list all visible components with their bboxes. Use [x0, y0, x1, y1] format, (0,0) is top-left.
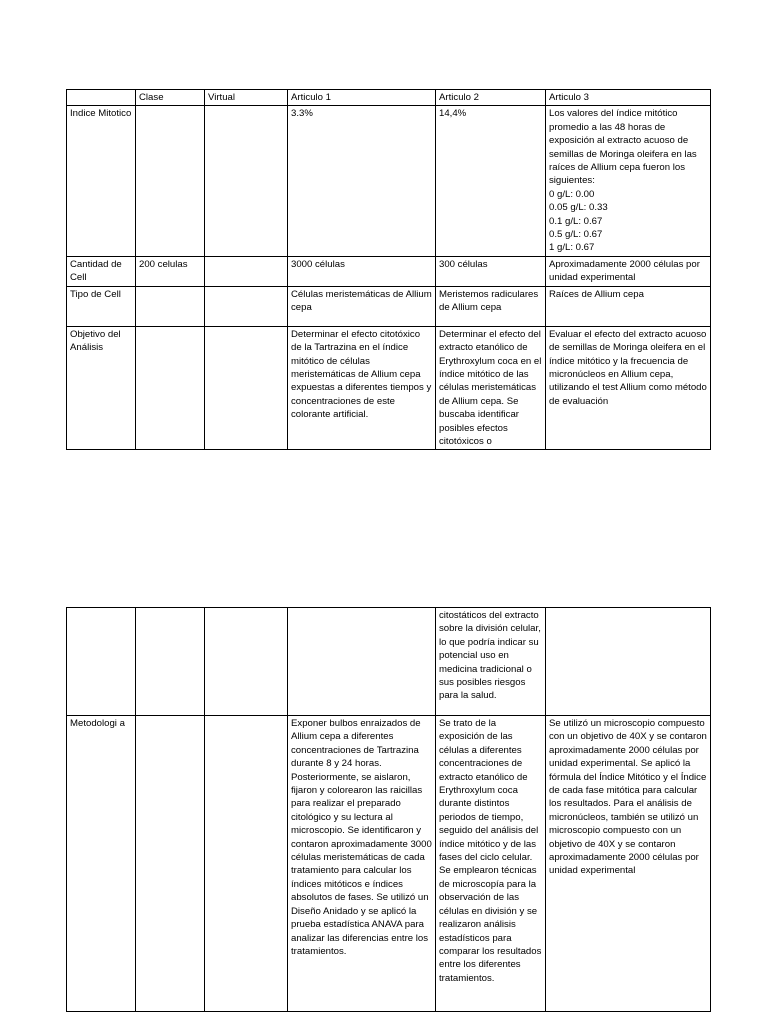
table-cell: Exponer bulbos enraizados de Allium cepa a diferentes concentraciones de Tartrazina durante 8 y 24 horas. Posteriormente, se aislaron, fijaron y colorearon las raicillas para realizar el preparado citológico y su lectura al microscopio. Se identificaron y contaron aproximadamente 3000 células meristemáticas de cada tratamiento para calcular los índices mitóticos e índices absolutos de fases. Se utilizó un Diseño Anidado y se aplicó la prueba estadística ANAVA para analizar las diferencias entre los tratamientos. [288, 716, 436, 1012]
table-cell [136, 326, 205, 450]
table-cell: Evaluar el efecto del extracto acuoso de semillas de Moringa oleifera en el índice mitótico y la frecuencia de micronúcleos en Allium cepa, utilizando el test Allium como método de evaluación [546, 326, 711, 450]
table-cell: 3000 células [288, 256, 436, 286]
table-row [67, 106, 711, 256]
table-cell: Raíces de Allium cepa [546, 286, 711, 326]
table-cell [136, 106, 205, 256]
table-cell: Los valores del índice mitótico promedio a las 48 horas de exposición al extracto acuoso de semillas de Moringa oleifera en las raíces de Allium cepa fueron los siguientes: 0 g/L: 0.00 0.05 g/L: 0.33 0.1 g/L: 0.67 0.5 g/L: 0.67 1 g/L: 0.67 [546, 106, 711, 256]
table-cell [546, 608, 711, 716]
table-row [67, 608, 711, 716]
table-cell: Determinar el efecto del extracto etanólico de Erythroxylum coca en el índice mitótico de las células meristemáticas de Allium cepa. Se buscaba identificar posibles efectos citotóxicos o [436, 326, 546, 450]
header-row [67, 90, 711, 106]
row-label-metodologia: Metodologi a [67, 716, 136, 1012]
table-cell [67, 608, 136, 716]
row-label-cantidad-de-cell: Cantidad de Cell [67, 256, 136, 286]
table-cell: 3.3% [288, 106, 436, 256]
table-row [67, 286, 711, 326]
table-cell [288, 608, 436, 716]
header-cell-clase: Clase [136, 90, 205, 106]
table-cell [205, 256, 288, 286]
header-cell-articulo-2: Articulo 2 [436, 90, 546, 106]
table-row [67, 716, 711, 1012]
table-cell: 200 celulas [136, 256, 205, 286]
table-cell: Determinar el efecto citotóxico de la Tartrazina en el índice mitótico de células meristemáticas de Allium cepa expuestas a diferentes tiempos y concentraciones de este colorante artificial. [288, 326, 436, 450]
row-label-tipo-de-cell: Tipo de Cell [67, 286, 136, 326]
table-cell [136, 716, 205, 1012]
row-label-indice-mitotico: Indice Mitotico [67, 106, 136, 256]
table-cell [136, 608, 205, 716]
table-cell [205, 286, 288, 326]
table-row [67, 256, 711, 286]
table-cell: 300 células [436, 256, 546, 286]
table-cell [205, 326, 288, 450]
table-cell [205, 608, 288, 716]
table-cell [205, 716, 288, 1012]
comparison-table-part-1 [66, 89, 711, 450]
table-cell: Se utilizó un microscopio compuesto con un objetivo de 40X y se contaron aproximadamente 2000 células por unidad experimental. Se aplicó la fórmula del Índice Mitótico y el Índice de cada fase mitótica para calcular los resultados. Para el análisis de micronúcleos, también se utilizó un microscopio compuesto con un objetivo de 40X y se contaron aproximadamente 2000 células por unidad experimental [546, 716, 711, 1012]
header-cell-blank [67, 90, 136, 106]
table-cell [136, 286, 205, 326]
table-cell: Se trato de la exposición de las células a diferentes concentraciones de extracto etanólico de Erythroxylum coca durante distintos periodos de tiempo, seguido del análisis del índice mitótico y de las fases del ciclo celular. Se emplearon técnicas de microscopía para la observación de las células en división y se realizaron análisis estadísticos para comparar los resultados entre los diferentes tratamientos. [436, 716, 546, 1012]
row-label-objetivo-del-analisis: Objetivo del Análisis [67, 326, 136, 450]
table-cell: citostáticos del extracto sobre la división celular, lo que podría indicar su potencial uso en medicina tradicional o sus posibles riesgos para la salud. [436, 608, 546, 716]
header-cell-articulo-1: Articulo 1 [288, 90, 436, 106]
table-row [67, 326, 711, 450]
header-cell-articulo-3: Articulo 3 [546, 90, 711, 106]
table-cell: Aproximadamente 2000 células por unidad experimental [546, 256, 711, 286]
table-cell: 14,4% [436, 106, 546, 256]
table-cell [205, 106, 288, 256]
header-cell-virtual: Virtual [205, 90, 288, 106]
comparison-table-part-2 [66, 607, 711, 1012]
table-cell: Meristemos radiculares de Allium cepa [436, 286, 546, 326]
table-cell: Células meristemáticas de Allium cepa [288, 286, 436, 326]
